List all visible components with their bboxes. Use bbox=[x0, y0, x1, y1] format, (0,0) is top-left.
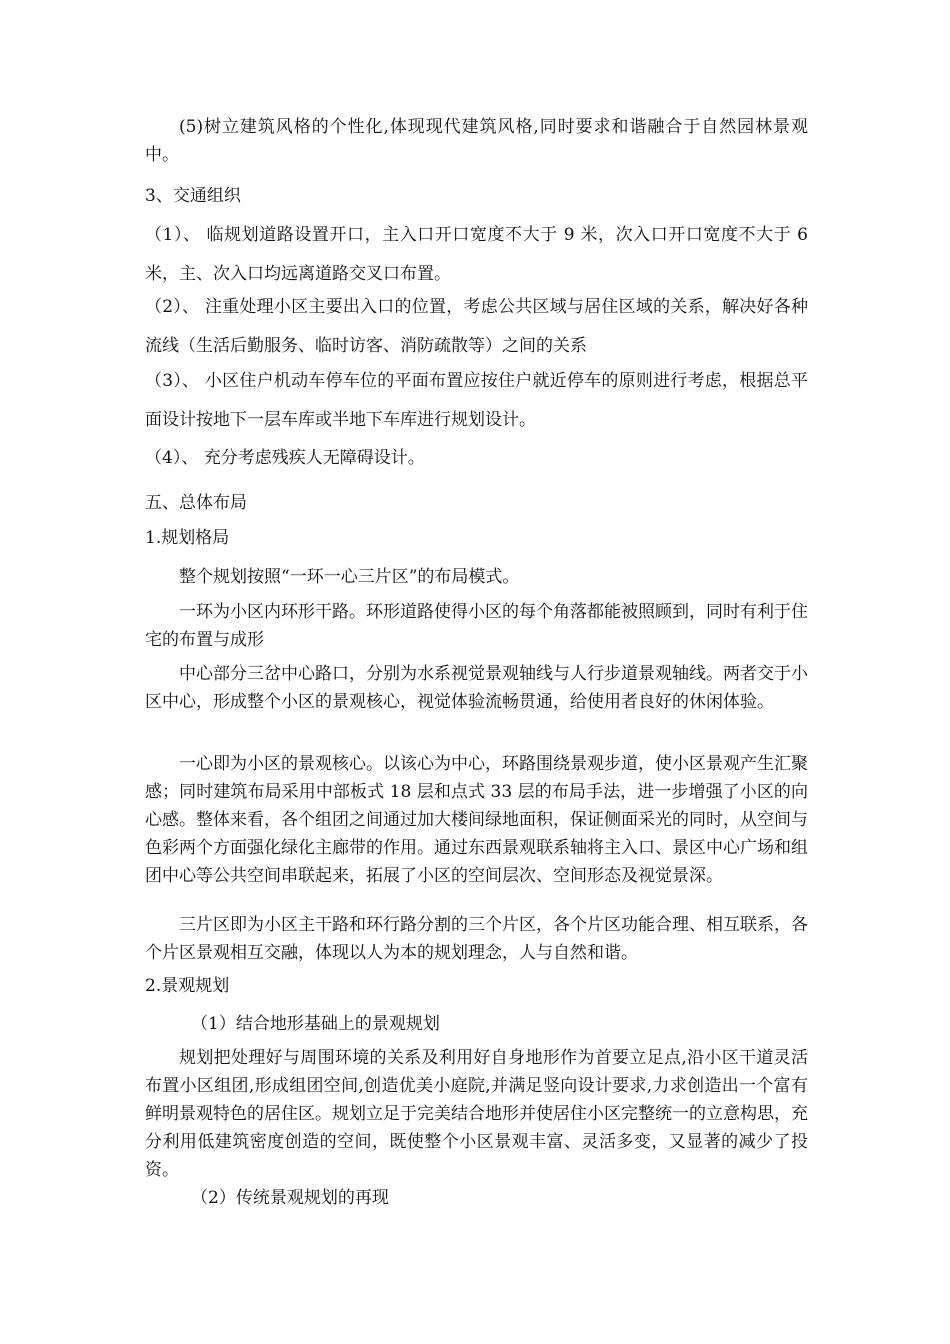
paragraph-ring-road: 一环为小区内环形干路。环形道路使得小区的每个角落都能被照顾到，同时有利于住宅的布置与成形 bbox=[145, 602, 808, 650]
paragraph-traffic-item-2: （2）、 注重处理小区主要出入口的位置，考虑公共区域与居住区域的关系，解决好各种流线（生活后勤服务、临时访客、消防疏散等）之间的关系 bbox=[145, 297, 808, 356]
paragraph-traffic-item-4: （4）、 充分考虑残疾人无障碍设计。 bbox=[145, 448, 425, 468]
paragraph-layout-mode: 整个规划按照“一环一心三片区”的布局模式。 bbox=[179, 567, 520, 587]
paragraph-terrain-planning: 规划把处理好与周围环境的关系及利用好自身地形作为首要立足点,沿小区干道灵活布置小区组团,形成组团空间,创造优美小庭院,并满足竖向设计要求,力求创造出一个富有鲜明景观特色的居住区。规划立足于完美结合地形并使居住小区完整统一的立意构思，充分利用低建筑密度创造的空间，既使整个小区景观丰富、灵活多变，又显著的减少了投资。 bbox=[145, 1048, 808, 1180]
paragraph-three-zones: 三片区即为小区主干路和环行路分割的三个片区，各个片区功能合理、相互联系，各个片区景观相互交融，体现以人为本的规划理念，人与自然和谐。 bbox=[145, 915, 808, 963]
heading-planning-pattern: 1.规划格局 bbox=[145, 528, 230, 548]
heading-traffic-organization: 3、交通组织 bbox=[145, 186, 241, 206]
heading-landscape-planning: 2.景观规划 bbox=[145, 976, 230, 996]
paragraph-traffic-item-1: （1）、 临规划道路设置开口，主入口开口宽度不大于 9 米，次入口开口宽度不大于 6 米，主、次入口均远离道路交叉口布置。 bbox=[145, 225, 808, 284]
paragraph-architecture-style: (5)树立建筑风格的个性化,体现现代建筑风格,同时要求和谐融合于自然园林景观中。 bbox=[145, 117, 808, 165]
subheading-traditional-landscape: （2）传统景观规划的再现 bbox=[191, 1188, 389, 1208]
heading-overall-layout: 五、总体布局 bbox=[145, 493, 247, 513]
subheading-terrain-landscape: （1）结合地形基础上的景观规划 bbox=[191, 1014, 440, 1034]
paragraph-center-intersection: 中心部分三岔中心路口，分别为水系视觉景观轴线与人行步道景观轴线。两者交于小区中心，形成整个小区的景观核心，视觉体验流畅贯通，给使用者良好的休闲体验。 bbox=[145, 664, 808, 712]
paragraph-landscape-core: 一心即为小区的景观核心。以该心为中心，环路围绕景观步道，使小区景观产生汇聚感；同时建筑布局采用中部板式 18 层和点式 33 层的布局手法，进一步增强了小区的向心感。整体来看，各个组团之间通过加大楼间绿地面积，保证侧面采光的同时，从空间与色彩两个方面强化绿化主廊带的作用。通过东西景观联系轴将主入口、景区中心广场和组团中心等公共空间串联起来，拓展了小区的空间层次、空间形态及视觉景深。 bbox=[145, 754, 808, 886]
paragraph-traffic-item-3: （3）、 小区住户机动车停车位的平面布置应按住户就近停车的原则进行考虑，根据总平面设计按地下一层车库或半地下车库进行规划设计。 bbox=[145, 371, 808, 430]
